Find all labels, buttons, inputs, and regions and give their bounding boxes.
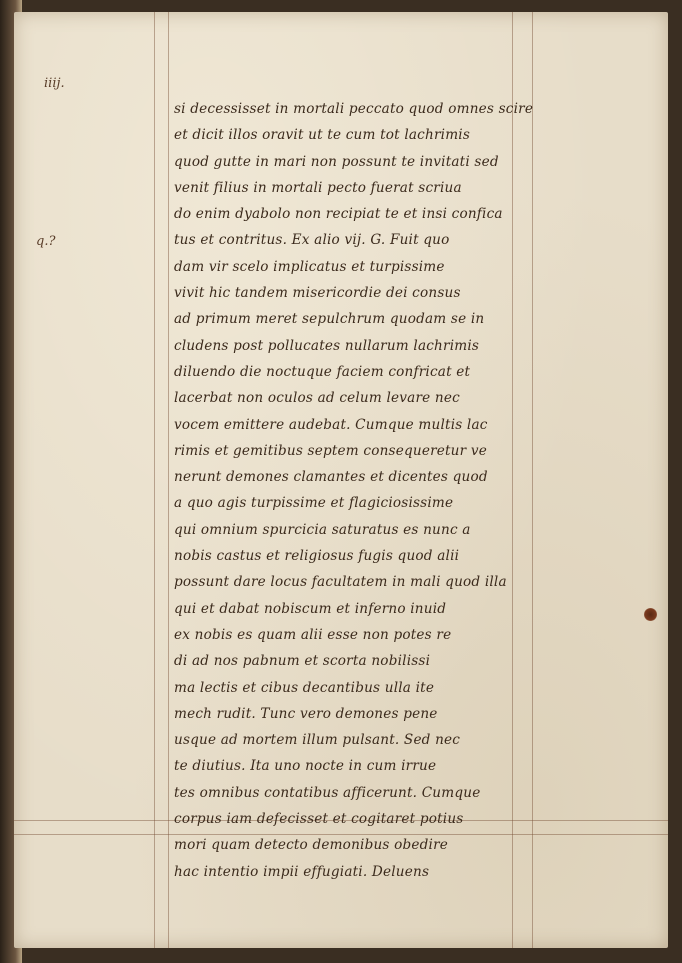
ruling-line-left-inner: [168, 12, 169, 948]
text-line: nobis castus et religiosus fugis quod alii: [174, 548, 460, 565]
text-line: ma lectis et cibus decantibus ulla ite: [174, 679, 435, 696]
text-block: [174, 96, 536, 885]
text-line: et dicit illos oravit ut te cum tot lachrimis: [174, 127, 471, 144]
text-line: vocem emittere audebat. Cumque multis lac: [174, 416, 488, 433]
text-line: tes omnibus contatibus afficerunt. Cumque: [174, 784, 481, 801]
text-line: lacerbat non oculos ad celum levare nec: [174, 390, 460, 407]
text-line: rimis et gemitibus septem consequeretur ve: [174, 442, 487, 459]
text-line: a quo agis turpissime et flagiciosissime: [174, 495, 454, 512]
text-line: qui et dabat nobiscum et inferno inuid: [174, 600, 447, 617]
text-line: hac intentio impii effugiati. Deluens: [174, 863, 430, 880]
text-line: vivit hic tandem misericordie dei consus: [174, 285, 461, 302]
ink-stain: [644, 608, 657, 621]
ruling-line-left-outer: [154, 12, 155, 948]
text-line: di ad nos pabnum et scorta nobilissi: [174, 653, 431, 670]
text-line: do enim dyabolo non recipiat te et insi confica: [174, 206, 503, 223]
text-line: diluendo die noctuque faciem confricat et: [174, 363, 471, 380]
text-line: quod gutte in mari non possunt te invitati sed: [174, 153, 499, 170]
text-line: mech rudit. Tunc vero demones pene: [174, 705, 438, 722]
text-line: possunt dare locus facultatem in mali quod illa: [174, 574, 507, 591]
folio-number: iiij.: [44, 76, 65, 91]
text-line: usque ad mortem illum pulsant. Sed nec: [174, 732, 461, 749]
text-line: nerunt demones clamantes et dicentes quod: [174, 469, 488, 486]
text-line: si decessisset in mortali peccato quod omnes scire: [174, 101, 534, 117]
text-line: venit filius in mortali pecto fuerat scriua: [174, 179, 462, 196]
manuscript-page: [14, 12, 668, 948]
text-line: dam vir scelo implicatus et turpissime: [174, 258, 445, 275]
text-line: te diutius. Ita uno nocte in cum irrue: [174, 758, 437, 775]
text-line: mori quam detecto demonibus obedire: [174, 837, 449, 854]
text-line: ex nobis es quam alii esse non potes re: [174, 626, 452, 643]
text-line: tus et contritus. Ex alio vij. G. Fuit quo: [174, 232, 450, 249]
text-line: cludens post pollucates nullarum lachrimis: [174, 337, 480, 354]
text-line: corpus iam defecisset et cogitaret potius: [174, 811, 464, 828]
text-line: ad primum meret sepulchrum quodam se in: [174, 311, 485, 328]
text-line: qui omnium spurcicia saturatus es nunc a: [174, 521, 471, 538]
margin-annotation: q.?: [36, 234, 56, 249]
